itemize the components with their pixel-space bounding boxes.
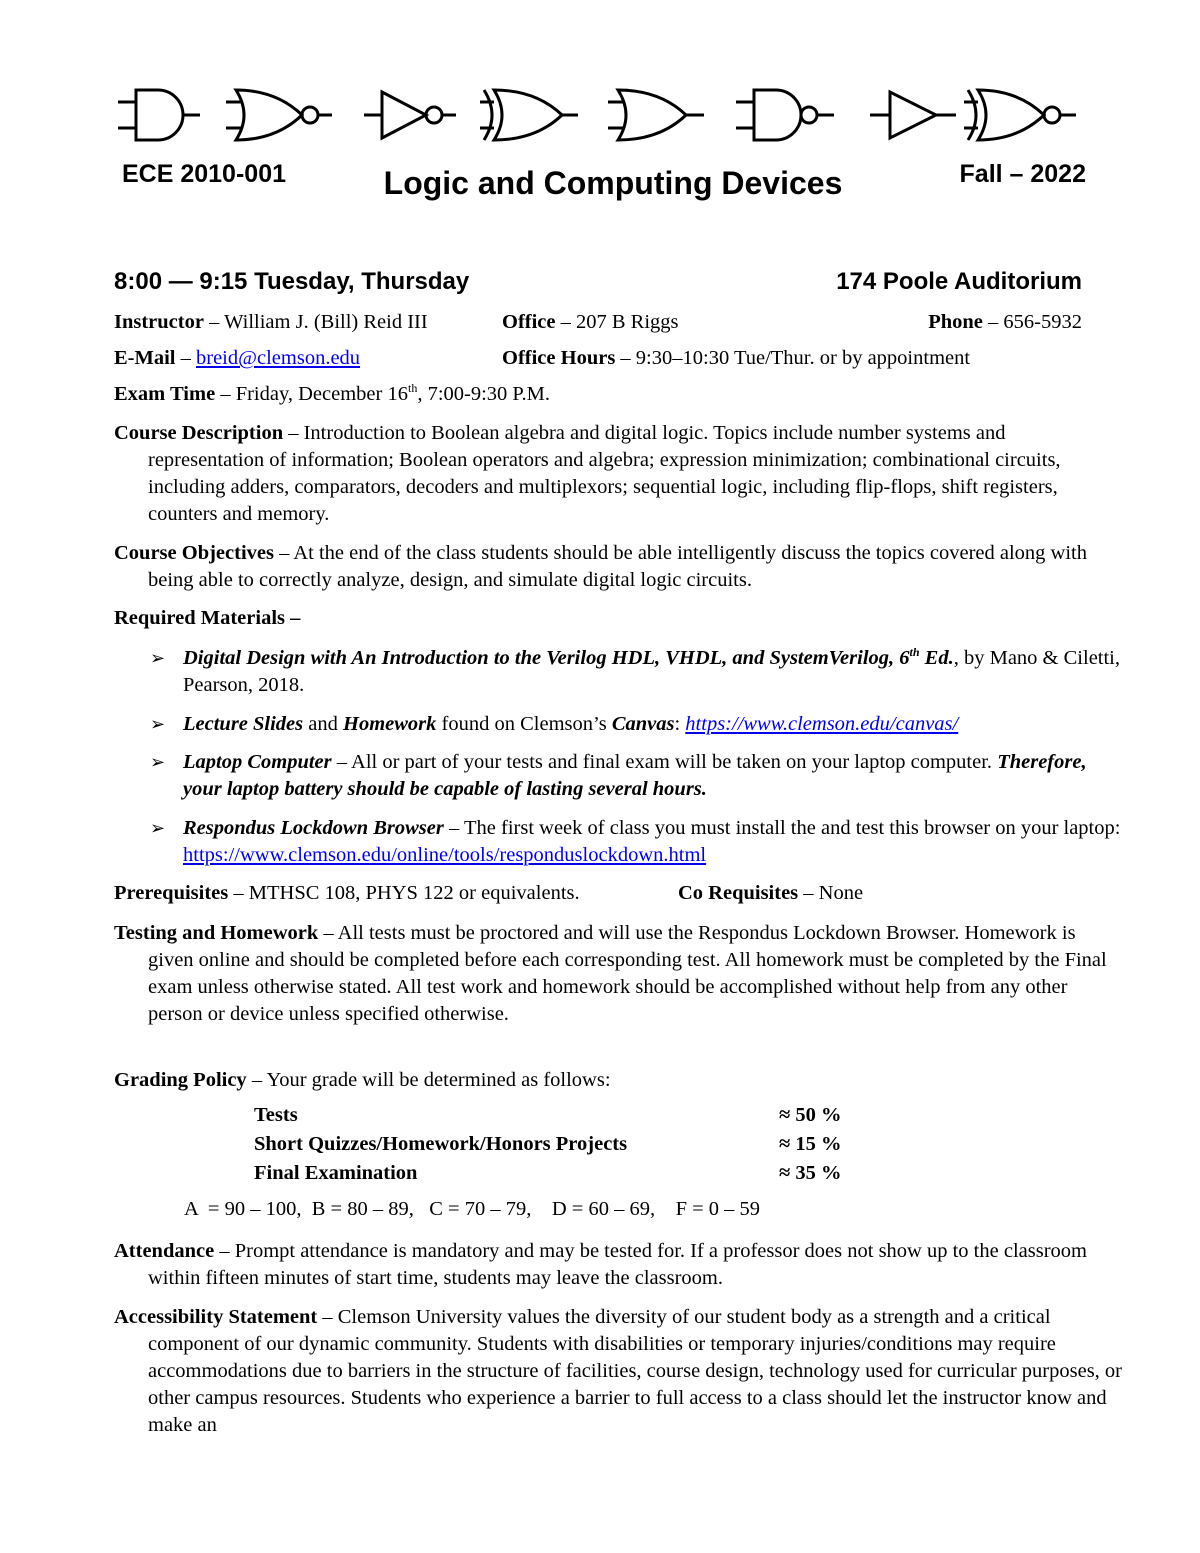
material-laptop: ➢ Laptop Computer – All or part of your tests and final exam will be taken on your laptop computer. Therefore, your laptop battery should be capable of lasting several hours. [150,751,1087,800]
office-hours-label: Office Hours [502,347,616,369]
phone-value: 656-5932 [1003,311,1082,333]
textbook-title: Digital Design with An Introduction to the Verilog HDL, VHDL, and SystemVerilog, 6 [183,647,910,669]
laptop-text: All or part of your tests and final exam will be taken on your laptop computer. [351,751,993,773]
arrow-bullet-icon: ➢ [150,648,166,669]
office-label: Office [502,311,556,333]
grade-component: Final Examination [254,1162,418,1184]
exam-date: Friday, December 16 [235,383,408,405]
buffer-gate-icon [870,92,956,138]
and-gate-icon [118,90,200,140]
textbook-edition: Ed. [919,647,954,669]
grading-policy-label: Grading Policy [114,1069,247,1091]
attendance: Attendance – Prompt attendance is mandatory and may be tested for. If a professor does not show up to the classroom within fifteen minutes of start time, students may leave the classroom. [114,1240,1087,1289]
exam-date-suffix: th [407,381,418,396]
prerequisites-label: Prerequisites [114,882,229,904]
nor-gate-icon [226,90,332,140]
corequisites-label: Co Requisites [678,882,799,904]
grade-component: Tests [254,1104,298,1126]
respondus-link[interactable]: https://www.clemson.edu/online/tools/responduslockdown.html [183,844,707,866]
accessibility-statement: Accessibility Statement – Clemson University values the diversity of our student body as a strength and a critical component of our dynamic community. Students with disabilities or temporary injuries/conditions may require accommodations due to barriers in the structure of facilities, course design, technology used for curricular purposes, or other campus resources. Students who experience a barrier to full access to a class should let the instructor know and make an [114,1306,1123,1436]
attendance-label: Attendance [114,1240,215,1262]
laptop-label: Laptop Computer [183,751,332,773]
testing-homework-text: All tests must be proctored and will use the Respondus Lockdown Browser. Homework is given online and should be completed before each corresponding test. All homework must be completed by the Final exam unless otherwise stated. All test work and homework should be accomplished without help from any other person or device unless specified otherwise. [148,922,1107,1025]
homework-label: Homework [343,713,437,735]
grade-weight: ≈ 35 % [779,1162,842,1184]
table-row [254,1162,854,1191]
slides-found: found on Clemson’s [441,713,607,735]
grade-component: Short Quizzes/Homework/Honors Projects [254,1133,628,1155]
email-label: E-Mail [114,347,176,369]
material-textbook: ➢ Digital Design with An Introduction to the Verilog HDL, VHDL, and SystemVerilog, 6th Ed., by Mano & Ciletti, Pearson, 2018. [150,645,1121,696]
office-line: Office – 207 B Riggs [502,311,679,333]
course-objectives: Course Objectives – At the end of the class students should be able intelligently discuss the topics covered along with being able to correctly analyze, design, and simulate digital logic circuits. [114,542,1088,591]
respondus-text: The first week of class you must install the and test this browser on your laptop: [464,817,1121,839]
material-respondus: ➢ Respondus Lockdown Browser – The first week of class you must install the and test this browser on your laptop: https://www.clemson.edu/online/tools/responduslockdown.html [150,817,1121,866]
office-value: 207 B Riggs [576,311,679,333]
course-term: Fall – 2022 [959,160,1086,188]
material-slides: ➢ Lecture Slides and Homework found on Clemson’s Canvas: https://www.clemson.edu/canvas/ [150,711,1123,738]
phone-line: Phone – 656-5932 [928,311,1082,333]
course-objectives-label: Course Objectives [114,542,274,564]
grading-policy-line: Grading Policy – Your grade will be determined as follows: [114,1069,611,1091]
arrow-bullet-icon: ➢ [150,752,166,773]
instructor-name: William J. (Bill) Reid III [224,311,428,333]
email-line: E-Mail – breid@clemson.edu [114,347,361,369]
required-materials-label: Required Materials – [114,607,301,629]
arrow-bullet-icon: ➢ [150,714,166,735]
canvas-link[interactable]: https://www.clemson.edu/canvas/ [685,713,959,735]
grading-policy-text: Your grade will be determined as follows: [266,1069,611,1091]
textbook-edition-suffix: th [909,645,920,660]
accessibility-label: Accessibility Statement [114,1306,318,1328]
grade-weight: ≈ 50 % [779,1104,842,1126]
exam-hours: , 7:00-9:30 P.M. [417,383,551,405]
office-hours-value: 9:30–10:30 Tue/Thur. or by appointment [635,347,971,369]
textbook-publisher: by Mano & Ciletti, Pearson, 2018. [183,647,1121,696]
respondus-label: Respondus Lockdown Browser [183,817,444,839]
accessibility-text: Clemson University values the diversity of our student body as a strength and a critical component of our dynamic community. Students with disabilities or temporary injuries/conditions may require accommodations due to barriers in the structure of facilities, course design, technology used for curricular purposes, or other campus resources. Students who experience a barrier to full access to a class should let the instructor know and make an [148,1306,1123,1436]
corequisites-text: None [818,882,864,904]
testing-homework-label: Testing and Homework [114,922,319,944]
course-description-text: Introduction to Boolean algebra and digital logic. Topics include number systems and representation of information; Boolean operators and algebra; expression minimization; combinational circuits, including adders, comparators, decoders and multiplexors; sequential logic, including flip-flops, shift registers, counters and memory. [148,422,1061,525]
course-code: ECE 2010-001 [122,160,287,188]
laptop-note: Therefore, your laptop battery should be capable of lasting several hours. [183,751,1087,800]
table-row [254,1104,854,1133]
class-schedule: 8:00 — 9:15 Tuesday, Thursday [114,268,470,295]
course-description-label: Course Description [114,422,284,444]
grade-scale: A = 90 – 100, B = 80 – 89, C = 70 – 79, D = 60 – 69, F = 0 – 59 [184,1198,761,1220]
course-description: Course Description – Introduction to Boolean algebra and digital logic. Topics include number systems and representation of information; Boolean operators and algebra; expression minimization; combinational circuits, including adders, comparators, decoders and multiplexors; sequential logic, including flip-flops, shift registers, counters and memory. [114,422,1061,525]
grade-weights-table [254,1104,854,1191]
xor-gate-icon [480,90,578,140]
grade-weight: ≈ 15 % [779,1133,842,1155]
class-room: 174 Poole Auditorium [836,268,1082,295]
email-link[interactable]: breid@clemson.edu [196,347,361,369]
xnor-gate-icon [964,90,1076,140]
exam-time-line: Exam Time – Friday, December 16th, 7:00-9:30 P.M. [114,381,551,405]
exam-time-label: Exam Time [114,383,216,405]
instructor-line: Instructor – William J. (Bill) Reid III [114,311,428,333]
not-gate-icon [364,92,456,138]
prerequisites-text: MTHSC 108, PHYS 122 or equivalents. [248,882,580,904]
testing-homework: Testing and Homework – All tests must be proctored and will use the Respondus Lockdown Browser. Homework is given online and should be completed before each corresponding test. All homework must be completed by the Final exam unless otherwise stated. All test work and homework should be accomplished without help from any other person or device unless specified otherwise. [114,922,1107,1025]
instructor-label: Instructor [114,311,204,333]
slides-label: Lecture Slides [183,713,304,735]
phone-label: Phone [928,311,983,333]
course-title: Logic and Computing Devices [383,165,843,201]
or-gate-icon [608,90,704,140]
canvas-label: Canvas [611,713,675,735]
attendance-text: Prompt attendance is mandatory and may be tested for. If a professor does not show up to the classroom within fifteen minutes of start time, students may leave the classroom. [148,1240,1087,1289]
course-objectives-text: At the end of the class students should be able intelligently discuss the topics covered along with being able to correctly analyze, design, and simulate digital logic circuits. [148,542,1088,591]
prerequisites-line: Prerequisites – MTHSC 108, PHYS 122 or equivalents. [114,882,580,904]
corequisites-line: Co Requisites – None [678,882,864,904]
arrow-bullet-icon: ➢ [150,818,166,839]
logic-gate-banner [118,82,1088,146]
nand-gate-icon [736,90,834,140]
table-row [254,1133,854,1162]
office-hours-line: Office Hours – 9:30–10:30 Tue/Thur. or by appointment [502,347,971,369]
slides-and: and [308,713,338,735]
